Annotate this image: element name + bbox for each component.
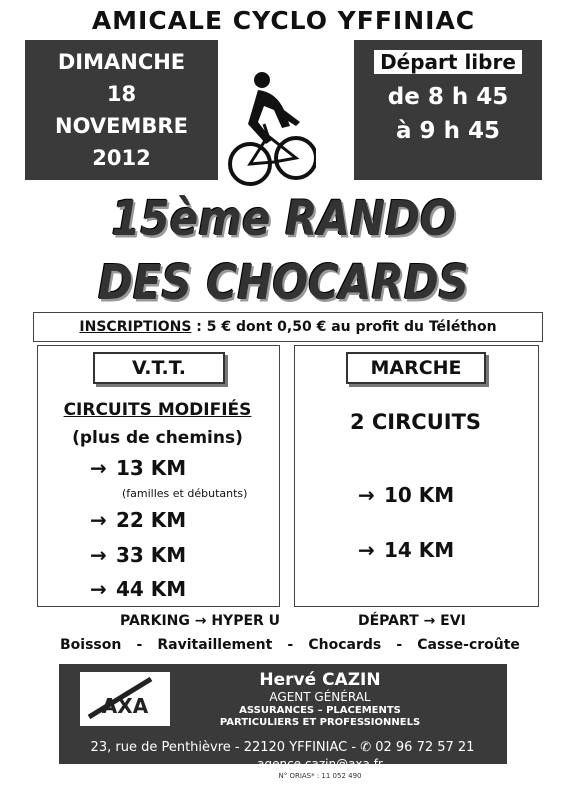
arrow-right-icon: → — [358, 483, 375, 507]
arrow-right-icon: → — [90, 543, 107, 567]
service-item: Boisson — [60, 637, 122, 653]
sponsor-line2: PARTICULIERS ET PROFESSIONNELS — [219, 717, 421, 728]
vtt-subtitle: CIRCUITS MODIFIÉS — [63, 400, 252, 420]
event-title-line1: 15ème RANDO — [111, 190, 456, 247]
marche-distance: 10 KM — [384, 483, 455, 507]
inscriptions-box — [33, 312, 543, 342]
date-day: DIMANCHE — [57, 50, 186, 74]
sponsor-orias: N° ORIAS* : 11 052 490 — [278, 772, 362, 780]
depart-box — [354, 40, 542, 180]
vtt-distance: 22 KM — [116, 508, 187, 532]
service-item: Ravitaillement — [157, 637, 273, 653]
sponsor-email: agence.cazin@axa.fr — [257, 757, 383, 771]
marche-label: MARCHE — [346, 352, 486, 384]
date-number: 18 — [106, 82, 137, 106]
axa-logo-text: AXA — [101, 694, 149, 718]
inscriptions-text: : 5 € dont 0,50 € au profit du Téléthon — [191, 319, 497, 335]
inscriptions-label: INSCRIPTIONS — [79, 319, 192, 335]
service-separator: - — [396, 637, 403, 653]
services-line — [60, 637, 520, 653]
axa-logo — [80, 672, 170, 726]
vtt-distance: 44 KM — [116, 577, 187, 601]
marche-distance: 14 KM — [384, 538, 455, 562]
sponsor-name: Hervé CAZIN — [259, 670, 381, 690]
sponsor-line1: ASSURANCES – PLACEMENTS — [239, 705, 401, 716]
date-month: NOVEMBRE — [55, 114, 188, 138]
sponsor-address: 23, rue de Penthièvre - 22120 YFFINIAC - ✆ 02 96 72 57 21 — [90, 740, 475, 755]
depart-from: de 8 h 45 — [387, 84, 509, 110]
sponsor-role: AGENT GÉNÉRAL — [269, 690, 371, 704]
depart-to: à 9 h 45 — [396, 118, 500, 144]
event-title-line2: DES CHOCARDS — [98, 254, 469, 311]
vtt-label: V.T.T. — [93, 352, 225, 384]
marche-subtitle: 2 CIRCUITS — [349, 410, 482, 434]
arrow-right-icon: → — [90, 508, 107, 532]
date-box — [25, 40, 218, 180]
vtt-subtitle-note: (plus de chemins) — [72, 428, 243, 448]
depart-info: DÉPART → EVI — [358, 613, 466, 629]
service-item: Casse-croûte — [417, 637, 520, 653]
poster-title: AMICALE CYCLO YFFINIAC — [91, 6, 476, 35]
marche-panel — [294, 345, 539, 607]
vtt-distance: 13 KM — [116, 456, 187, 480]
vtt-circuit-1 — [90, 456, 186, 480]
axa-logo-icon — [81, 673, 169, 725]
parking-info: PARKING → HYPER U — [120, 613, 281, 629]
cyclist-icon — [228, 66, 316, 194]
arrow-right-icon: → — [90, 456, 107, 480]
vtt-circuit-4 — [90, 577, 186, 601]
depart-label: Départ libre — [374, 50, 522, 74]
marche-circuit-1 — [358, 483, 454, 507]
vtt-distance: 33 KM — [116, 543, 187, 567]
service-separator: - — [136, 637, 143, 653]
vtt-circuit-1-note: (familles et débutants) — [122, 487, 248, 500]
arrow-right-icon: → — [358, 538, 375, 562]
marche-circuit-2 — [358, 538, 454, 562]
vtt-circuit-3 — [90, 543, 186, 567]
date-year: 2012 — [92, 146, 151, 170]
service-item: Chocards — [308, 637, 382, 653]
vtt-circuit-2 — [90, 508, 186, 532]
service-separator: - — [287, 637, 294, 653]
arrow-right-icon: → — [90, 577, 107, 601]
